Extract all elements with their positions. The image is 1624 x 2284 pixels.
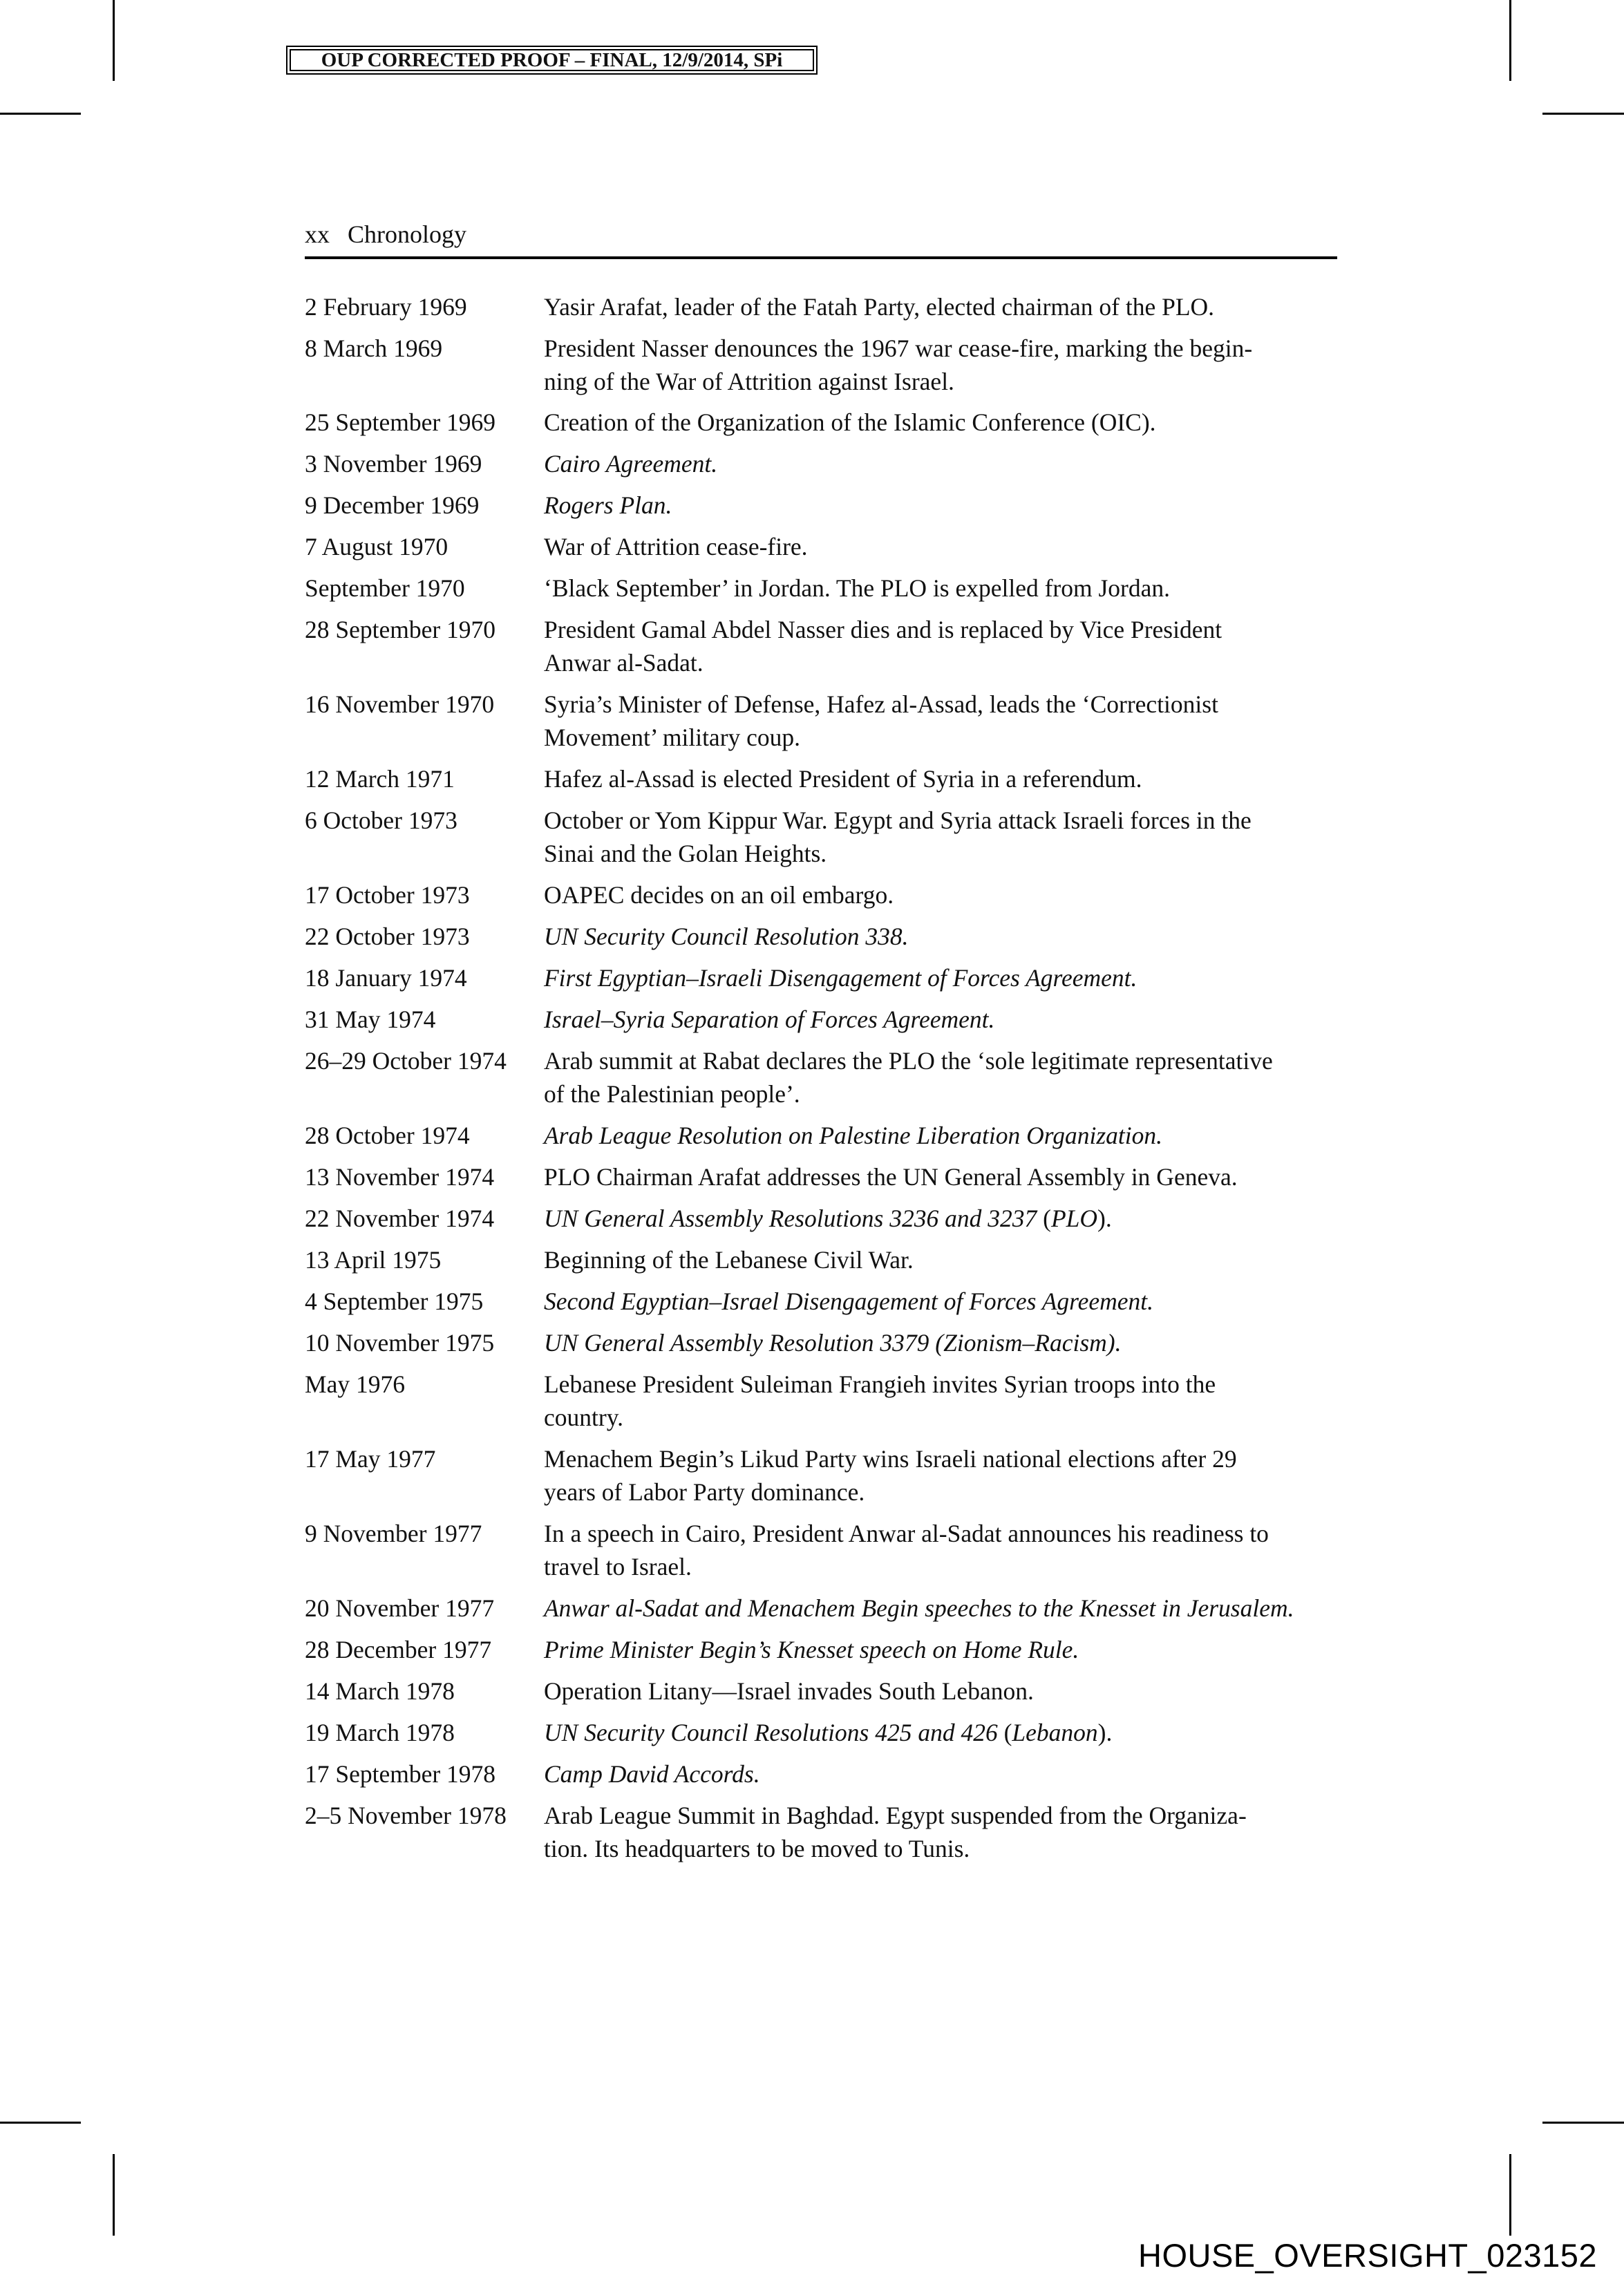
event-text-italic: UN Security Council Resolutions 425 and 426: [544, 1719, 998, 1746]
entry-event: [544, 572, 1346, 605]
entry-date: 2–5 November 1978: [305, 1802, 507, 1829]
event-line: [544, 1550, 1346, 1583]
entry-date: 19 March 1978: [305, 1719, 455, 1746]
event-line: [544, 920, 1346, 953]
event-text-italic: UN Security Council Resolution 338.: [544, 923, 909, 950]
event-line: [544, 290, 1346, 323]
entry-event: [544, 1716, 1346, 1749]
event-line: [544, 1832, 1346, 1865]
event-line: [544, 1077, 1346, 1111]
entry-date: 20 November 1977: [305, 1594, 495, 1622]
entry-event: [544, 1592, 1346, 1625]
entry-event: [544, 406, 1346, 439]
event-line: [544, 1442, 1346, 1475]
entry-event: [544, 1674, 1346, 1708]
crop-mark-top-right-vertical: [1509, 0, 1511, 81]
entry-event: [544, 1003, 1346, 1036]
crop-mark-bottom-right-horizontal: [1542, 2122, 1624, 2124]
entry-event: [544, 447, 1346, 480]
entry-date: 12 March 1971: [305, 765, 455, 793]
entry-date: 8 March 1969: [305, 334, 443, 362]
event-line: [544, 365, 1346, 398]
event-text: travel to Israel.: [544, 1553, 692, 1580]
event-line: [544, 1517, 1346, 1550]
entry-date: 14 March 1978: [305, 1677, 455, 1705]
entry-event: [544, 1119, 1346, 1152]
header-rule: [305, 256, 1337, 259]
event-line: [544, 1799, 1346, 1832]
event-text: tion. Its headquarters to be moved to Tunis.: [544, 1835, 970, 1862]
event-text-italic: UN General Assembly Resolutions 3236 and 3237: [544, 1205, 1037, 1232]
event-line: [544, 1285, 1346, 1318]
event-line: [544, 530, 1346, 563]
event-text: Syria’s Minister of Defense, Hafez al-Assad, leads the ‘Correctionist: [544, 690, 1218, 718]
event-text: ).: [1097, 1719, 1113, 1746]
event-line: [544, 1202, 1346, 1235]
event-line: [544, 1633, 1346, 1666]
crop-mark-top-right-horizontal: [1542, 113, 1624, 115]
entry-event: [544, 878, 1346, 912]
event-text-italic: Second Egyptian–Israel Disengagement of Forces Agreement.: [544, 1287, 1154, 1315]
entry-event: [544, 332, 1346, 398]
event-text: President Nasser denounces the 1967 war cease-fire, marking the begin-: [544, 334, 1253, 362]
event-text: ning of the War of Attrition against Israel.: [544, 368, 954, 395]
event-line: [544, 878, 1346, 912]
event-line: [544, 1674, 1346, 1708]
event-text: ).: [1097, 1205, 1112, 1232]
event-text: Arab summit at Rabat declares the PLO the ‘sole legitimate representative: [544, 1047, 1273, 1075]
event-line: [544, 721, 1346, 754]
entry-event: [544, 1044, 1346, 1111]
event-text-italic: Cairo Agreement.: [544, 450, 718, 478]
event-text: country.: [544, 1404, 624, 1431]
event-text: PLO Chairman Arafat addresses the UN General Assembly in Geneva.: [544, 1163, 1238, 1191]
chapter-title: Chronology: [348, 220, 467, 248]
event-text-italic: UN General Assembly Resolution 3379 (Zionism–Racism).: [544, 1329, 1122, 1357]
event-line: [544, 1401, 1346, 1434]
event-text: War of Attrition cease-fire.: [544, 533, 808, 560]
event-text: Sinai and the Golan Heights.: [544, 840, 827, 867]
event-text-italic: First Egyptian–Israeli Disengagement of Forces Agreement.: [544, 964, 1137, 992]
event-text: Arab League Summit in Baghdad. Egypt suspended from the Organiza-: [544, 1802, 1247, 1829]
entry-date: 28 September 1970: [305, 616, 496, 643]
event-line: [544, 1475, 1346, 1509]
event-line: [544, 688, 1346, 721]
entry-date: 7 August 1970: [305, 533, 449, 560]
entry-date: 17 October 1973: [305, 881, 470, 909]
event-text-italic: Arab League Resolution on Palestine Liberation Organization.: [544, 1122, 1163, 1149]
event-line: [544, 613, 1346, 646]
event-line: [544, 804, 1346, 837]
event-text-italic: PLO: [1050, 1205, 1098, 1232]
event-text: October or Yom Kippur War. Egypt and Syria attack Israeli forces in the: [544, 806, 1252, 834]
entry-date: 4 September 1975: [305, 1287, 484, 1315]
event-text: Beginning of the Lebanese Civil War.: [544, 1246, 914, 1274]
entry-date: 13 April 1975: [305, 1246, 442, 1274]
entry-event: [544, 1368, 1346, 1434]
entry-event: [544, 1633, 1346, 1666]
event-text: Lebanese President Suleiman Frangieh invites Syrian troops into the: [544, 1370, 1216, 1398]
entry-date: 10 November 1975: [305, 1329, 495, 1357]
event-line: [544, 1326, 1346, 1359]
entry-event: [544, 1442, 1346, 1509]
running-head: [305, 220, 466, 249]
page-number: xx: [305, 220, 330, 248]
event-line: [544, 1003, 1346, 1036]
entry-event: [544, 804, 1346, 870]
event-text: Menachem Begin’s Likud Party wins Israeli national elections after 29: [544, 1445, 1237, 1473]
event-text: Creation of the Organization of the Islamic Conference (OIC).: [544, 408, 1156, 436]
event-line: [544, 1757, 1346, 1791]
event-line: [544, 332, 1346, 365]
event-text-italic: Rogers Plan.: [544, 491, 672, 519]
entry-event: [544, 762, 1346, 795]
event-text: Movement’ military coup.: [544, 724, 801, 751]
proof-stamp-text: OUP CORRECTED PROOF – FINAL, 12/9/2014, SPi: [290, 49, 814, 71]
entry-event: [544, 1757, 1346, 1791]
event-line: [544, 837, 1346, 870]
entry-date: 18 January 1974: [305, 964, 467, 992]
entry-date: 25 September 1969: [305, 408, 496, 436]
entry-date: September 1970: [305, 574, 465, 602]
event-text-italic: Lebanon: [1012, 1719, 1098, 1746]
event-line: [544, 1368, 1346, 1401]
entry-date: 3 November 1969: [305, 450, 482, 478]
event-line: [544, 1044, 1346, 1077]
entry-date: 22 November 1974: [305, 1205, 495, 1232]
entry-event: [544, 290, 1346, 323]
entry-event: [544, 613, 1346, 679]
entry-event: [544, 1799, 1346, 1865]
event-text: OAPEC decides on an oil embargo.: [544, 881, 894, 909]
event-text: Yasir Arafat, leader of the Fatah Party, elected chairman of the PLO.: [544, 293, 1215, 321]
event-text: Hafez al-Assad is elected President of Syria in a referendum.: [544, 765, 1142, 793]
event-text: President Gamal Abdel Nasser dies and is replaced by Vice President: [544, 616, 1222, 643]
entry-date: 9 November 1977: [305, 1520, 482, 1547]
event-line: [544, 447, 1346, 480]
proof-stamp: [286, 46, 818, 75]
event-text: of the Palestinian people’.: [544, 1080, 800, 1108]
entry-date: 6 October 1973: [305, 806, 457, 834]
event-text: years of Labor Party dominance.: [544, 1478, 865, 1506]
entry-event: [544, 530, 1346, 563]
entry-event: [544, 688, 1346, 754]
entry-event: [544, 1202, 1346, 1235]
event-line: [544, 762, 1346, 795]
entry-date: 9 December 1969: [305, 491, 480, 519]
event-text-italic: Israel–Syria Separation of Forces Agreement.: [544, 1006, 995, 1033]
entry-date: May 1976: [305, 1370, 405, 1398]
entry-event: [544, 1160, 1346, 1193]
event-text-italic: Camp David Accords.: [544, 1760, 760, 1788]
entry-event: [544, 1285, 1346, 1318]
event-text: (: [1037, 1205, 1051, 1232]
entry-date: 31 May 1974: [305, 1006, 436, 1033]
event-text: Operation Litany—Israel invades South Lebanon.: [544, 1677, 1034, 1705]
entry-date: 22 October 1973: [305, 923, 470, 950]
entry-event: [544, 920, 1346, 953]
event-text: In a speech in Cairo, President Anwar al-Sadat announces his readiness to: [544, 1520, 1269, 1547]
entry-event: [544, 489, 1346, 522]
entry-date: 26–29 October 1974: [305, 1047, 507, 1075]
entry-date: 28 December 1977: [305, 1636, 492, 1663]
event-line: [544, 572, 1346, 605]
entry-date: 16 November 1970: [305, 690, 495, 718]
entry-event: [544, 1517, 1346, 1583]
entry-date: 17 May 1977: [305, 1445, 436, 1473]
event-text: Anwar al-Sadat.: [544, 649, 704, 677]
event-line: [544, 1119, 1346, 1152]
event-line: [544, 1716, 1346, 1749]
event-line: [544, 961, 1346, 994]
entry-event: [544, 1326, 1346, 1359]
event-line: [544, 1160, 1346, 1193]
event-line: [544, 1243, 1346, 1276]
event-text-italic: Prime Minister Begin’s Knesset speech on Home Rule.: [544, 1636, 1079, 1663]
entry-date: 13 November 1974: [305, 1163, 495, 1191]
entry-event: [544, 961, 1346, 994]
event-text-italic: Anwar al-Sadat and Menachem Begin speeches to the Knesset in Jerusalem.: [544, 1594, 1294, 1622]
entry-date: 17 September 1978: [305, 1760, 496, 1788]
crop-mark-top-left-horizontal: [0, 113, 81, 115]
crop-mark-top-left-vertical: [113, 0, 115, 81]
event-text: ‘Black September’ in Jordan. The PLO is expelled from Jordan.: [544, 574, 1171, 602]
entry-event: [544, 1243, 1346, 1276]
event-line: [544, 646, 1346, 679]
crop-mark-bottom-left-horizontal: [0, 2122, 81, 2124]
bates-number: HOUSE_OVERSIGHT_023152: [1138, 2237, 1598, 2274]
event-line: [544, 406, 1346, 439]
entry-date: 28 October 1974: [305, 1122, 470, 1149]
event-text: (: [997, 1719, 1012, 1746]
crop-mark-bottom-right-vertical: [1509, 2154, 1511, 2236]
entry-date: 2 February 1969: [305, 293, 467, 321]
event-line: [544, 489, 1346, 522]
crop-mark-bottom-left-vertical: [113, 2154, 115, 2236]
event-line: [544, 1592, 1346, 1625]
